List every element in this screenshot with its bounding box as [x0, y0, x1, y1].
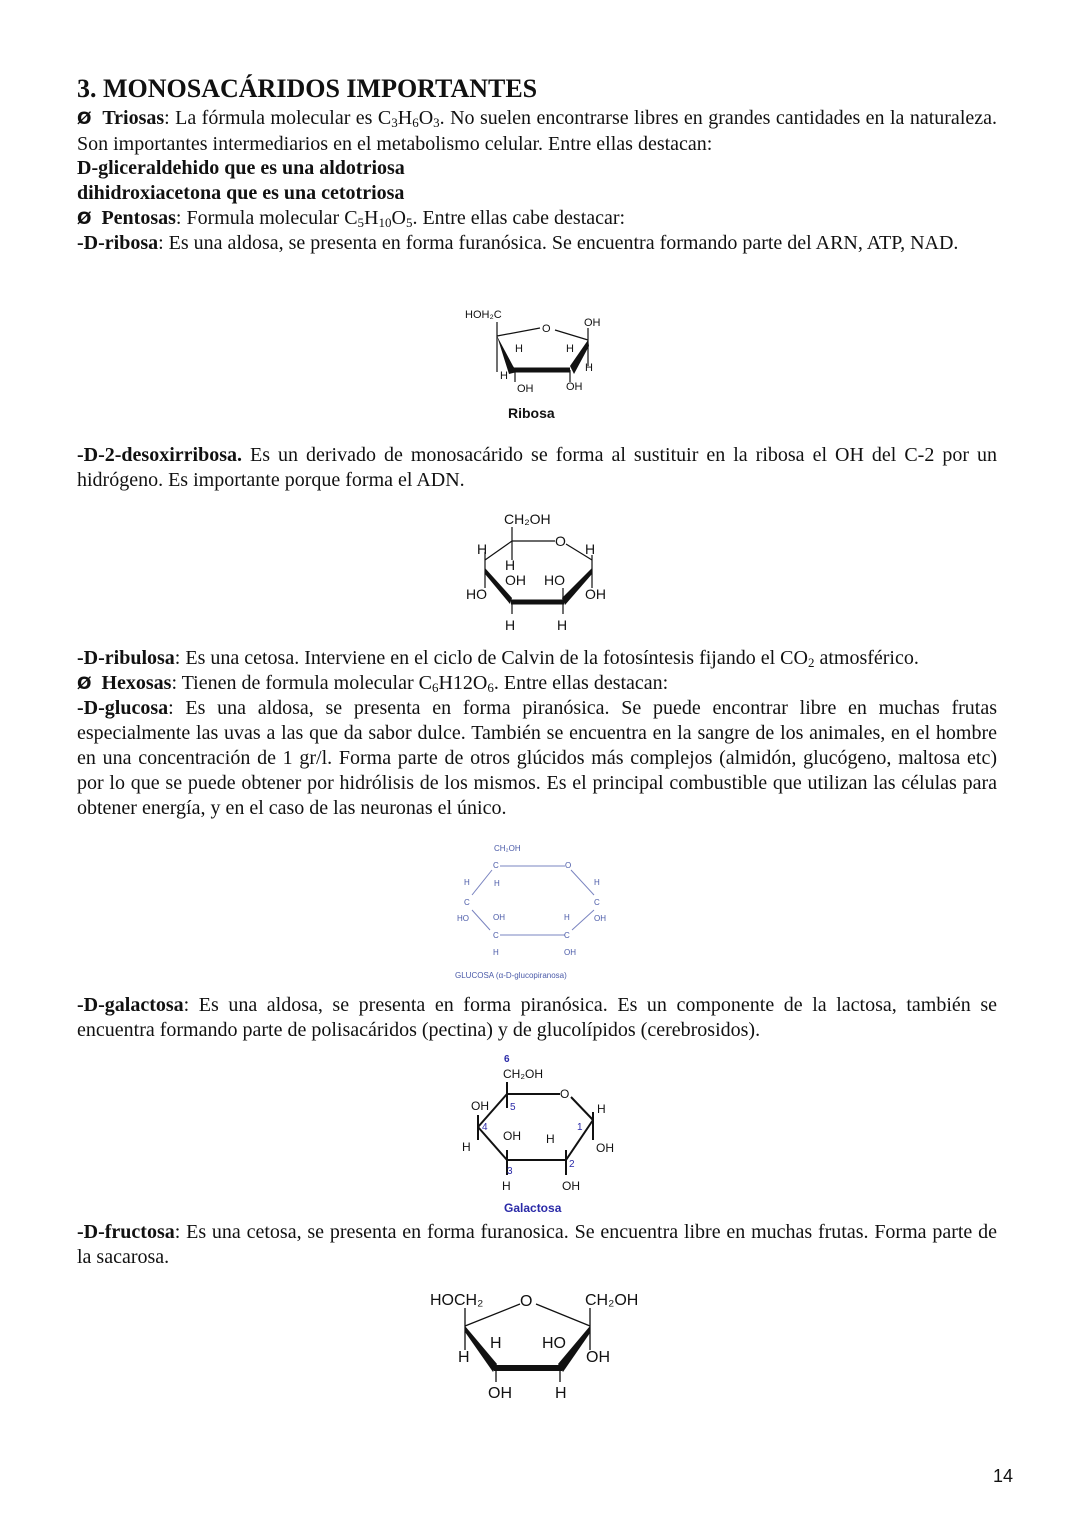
svg-text:OH: OH — [594, 914, 606, 923]
page-number: 14 — [993, 1466, 1014, 1486]
svg-text:HO: HO — [542, 1335, 566, 1352]
triosa-item: D-gliceraldehido que es una aldotriosa — [77, 157, 405, 179]
svg-text:Galactosa: Galactosa — [504, 1201, 562, 1215]
svg-text:H: H — [462, 1140, 471, 1154]
svg-text:O: O — [555, 533, 566, 549]
svg-text:H: H — [477, 541, 488, 557]
svg-text:2: 2 — [569, 1159, 575, 1170]
svg-text:4: 4 — [482, 1122, 488, 1133]
glucosa-diagram — [455, 844, 606, 980]
svg-text:O: O — [565, 861, 572, 870]
fructosa-diagram — [430, 1292, 638, 1402]
svg-text:OH: OH — [564, 948, 576, 957]
fructosa-paragraph: -D-fructosa: Es una cetosa, se presenta en forma furanosica. Se encuentra libre en muchas frutas. Forma parte de la sacarosa. — [77, 1221, 997, 1268]
svg-text:5: 5 — [510, 1102, 516, 1113]
svg-text:H: H — [566, 343, 574, 355]
svg-text:OH: OH — [471, 1099, 489, 1113]
ribosa-diagram — [465, 309, 601, 421]
svg-text:H: H — [500, 370, 508, 382]
svg-text:H: H — [505, 617, 516, 633]
triosas-paragraph: Ø Triosas: La fórmula molecular es $C_3H_6O_3$. No suelen encontrarse libres en grandes cantidades en la naturaleza. Son importantes intermediarios en el metabolismo celular. Entre ellas destacan: — [77, 107, 998, 155]
svg-text:OH: OH — [493, 913, 505, 922]
ribulosa-paragraph: -D-ribulosa: Es una cetosa. Interviene en el ciclo de Calvin de la fotosíntesis fijando el $CO_2$ atmosférico. — [77, 647, 919, 670]
svg-text:CH₂OH: CH₂OH — [494, 844, 521, 853]
svg-text:H: H — [555, 1385, 567, 1402]
svg-text:OH: OH — [585, 586, 606, 602]
galactosa-paragraph: -D-galactosa: Es una aldosa, se presenta en forma piranósica. Es un componente de la lactosa, también se encuentra formando parte de polisacáridos (pectina) y de glucolípidos (cerebrosidos). — [77, 994, 997, 1041]
svg-text:CH₂OH: CH₂OH — [503, 1067, 543, 1081]
svg-text:OH: OH — [584, 317, 601, 329]
svg-text:OH: OH — [503, 1129, 521, 1143]
svg-text:H: H — [493, 948, 499, 957]
svg-text:H: H — [597, 1102, 606, 1116]
svg-text:HO: HO — [466, 586, 487, 602]
svg-text:H: H — [490, 1335, 502, 1352]
section-heading: 3. MONOSACÁRIDOS IMPORTANTES — [77, 74, 538, 103]
svg-text:OH: OH — [586, 1349, 610, 1366]
desoxirribosa-diagram — [466, 511, 606, 633]
svg-text:H: H — [464, 878, 470, 887]
svg-text:H: H — [494, 879, 500, 888]
glucosa-paragraph: -D-glucosa: Es una aldosa, se presenta en forma piranósica. Se puede encontrar libre en muchas frutas especialmente las uvas a las que da sabor dulce. También se encuentra en la sangre de los animales, en el hombre en una concentración de 1 gr/l. Forma parte de otros glúcidos más complejos (almidón, glucógeno, maltosa etc) por lo que se puede obtener por hidrólisis de los mismos. Es el principal combustible que utilizan las células para obtener energía, y en el caso de las neuronas el único. — [77, 697, 997, 819]
pentosas-paragraph: Ø Pentosas: Formula molecular $C_5H_{10}O_5$. Entre ellas cabe destacar: — [77, 207, 626, 230]
svg-text:OH: OH — [596, 1141, 614, 1155]
svg-text:O: O — [560, 1087, 570, 1101]
svg-text:H: H — [594, 878, 600, 887]
svg-text:C: C — [493, 861, 499, 870]
svg-text:C: C — [464, 898, 470, 907]
svg-text:C: C — [493, 931, 499, 940]
svg-text:H: H — [515, 343, 523, 355]
galactosa-diagram — [462, 1054, 614, 1215]
svg-text:HOH₂C: HOH₂C — [465, 309, 502, 321]
svg-text:6: 6 — [504, 1054, 510, 1065]
svg-text:H: H — [502, 1179, 511, 1193]
svg-text:C: C — [594, 898, 600, 907]
svg-text:CH₂OH: CH₂OH — [585, 1292, 639, 1309]
svg-text:3: 3 — [507, 1166, 513, 1177]
svg-text:GLUCOSA (α-D-glucopiranosa): GLUCOSA (α-D-glucopiranosa) — [455, 971, 567, 980]
svg-text:O: O — [542, 323, 551, 335]
svg-text:H: H — [505, 557, 516, 573]
svg-text:C: C — [564, 931, 570, 940]
svg-text:Ribosa: Ribosa — [508, 405, 555, 421]
svg-text:H: H — [458, 1349, 470, 1366]
svg-text:O: O — [520, 1293, 533, 1310]
svg-text:H: H — [557, 617, 568, 633]
hexosas-paragraph: Ø Hexosas: Tienen de formula molecular $C_6H12O_6$. Entre ellas destacan: — [77, 672, 669, 695]
svg-text:OH: OH — [505, 572, 526, 588]
svg-text:H: H — [585, 541, 596, 557]
svg-text:OH: OH — [562, 1179, 580, 1193]
svg-text:OH: OH — [517, 383, 534, 395]
svg-text:CH₂OH: CH₂OH — [504, 511, 551, 527]
svg-text:H: H — [546, 1132, 555, 1146]
desoxirribosa-paragraph: -D-2-desoxirribosa. Es un derivado de monosacárido se forma al sustituir en la ribosa el OH del C-2 por un hidrógeno. Es importante porque forma el ADN. — [77, 444, 997, 491]
svg-text:1: 1 — [577, 1122, 583, 1133]
svg-text:HO: HO — [457, 914, 469, 923]
ribosa-paragraph: -D-ribosa: Es una aldosa, se presenta en forma furanósica. Se encuentra formando parte del ARN, ATP, NAD. — [77, 232, 959, 254]
svg-text:OH: OH — [488, 1385, 512, 1402]
svg-text:HO: HO — [544, 572, 565, 588]
svg-text:OH: OH — [566, 381, 583, 393]
svg-text:HOCH₂: HOCH₂ — [430, 1292, 484, 1309]
svg-text:H: H — [585, 362, 593, 374]
triosa-item: dihidroxiacetona que es una cetotriosa — [77, 182, 405, 204]
svg-text:H: H — [564, 913, 570, 922]
